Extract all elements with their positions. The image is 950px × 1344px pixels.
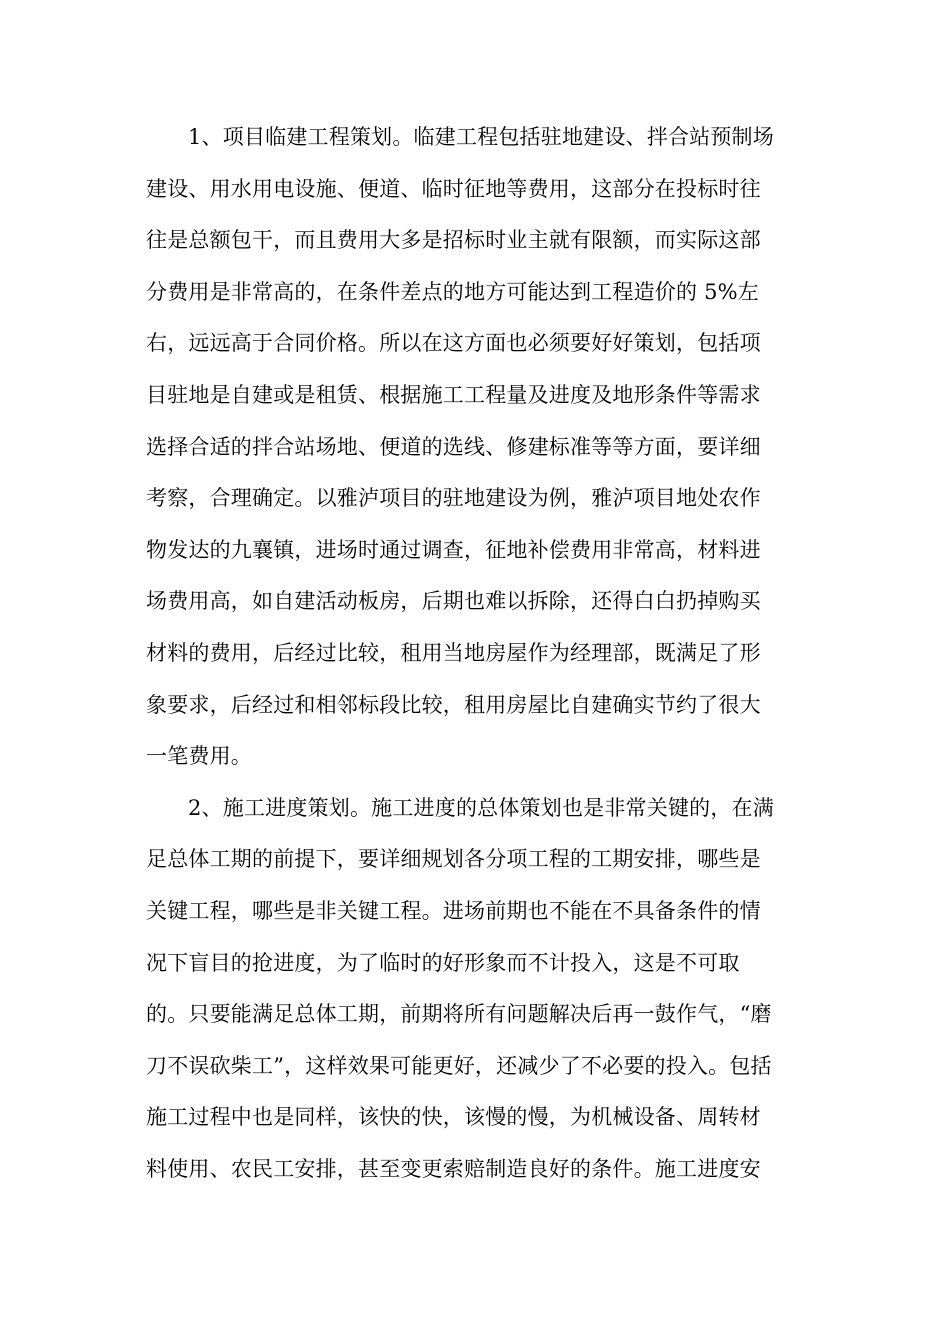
paragraph-2-line-5: 的。只要能满足总体工期，前期将所有问题解决后再一鼓作气，“磨 — [146, 1002, 772, 1027]
paragraph-2-line-2: 足总体工期的前提下，要详细规划各分项工程的工期安排，哪些是 — [146, 847, 761, 872]
paragraph-1-line-7: 选择合适的拌合站场地、便道的选线、修建标准等等方面，要详细 — [146, 434, 761, 459]
paragraph-1-line-4: 分费用是非常高的，在条件差点的地方可能达到工程造价的 5%左 — [146, 279, 759, 304]
paragraph-1-line-11: 材料的费用，后经过比较，租用当地房屋作为经理部，既满足了形 — [146, 640, 761, 665]
paragraph-1-line-5: 右，远远高于合同价格。所以在这方面也必须要好好策划，包括项 — [146, 331, 761, 356]
paragraph-2-line-3: 关键工程，哪些是非关键工程。进场前期也不能在不具备条件的情 — [146, 898, 761, 923]
paragraph-1-line-1: 1、项目临建工程策划。临建工程包括驻地建设、拌合站预制场 — [188, 125, 774, 149]
paragraph-1-line-2: 建设、用水用电设施、便道、临时征地等费用，这部分在投标时往 — [146, 176, 761, 201]
paragraph-2-line-1: 2、施工进度策划。施工进度的总体策划也是非常关键的，在满 — [188, 795, 774, 820]
paragraph-1-line-6: 目驻地是自建或是租赁、根据施工工程量及进度及地形条件等需求 — [146, 382, 761, 407]
paragraph-2-line-7: 施工过程中也是同样，该快的快，该慢的慢，为机械设备、周转材 — [146, 1105, 761, 1130]
paragraph-1-line-12: 象要求，后经过和相邻标段比较，租用房屋比自建确实节约了很大 — [146, 692, 761, 717]
paragraph-1-line-13: 一笔费用。 — [146, 744, 252, 769]
paragraph-2-line-8: 料使用、农民工安排，甚至变更索赔制造良好的条件。施工进度安 — [146, 1156, 761, 1181]
paragraph-1-line-9: 物发达的九襄镇，进场时通过调查，征地补偿费用非常高，材料进 — [146, 537, 761, 562]
paragraph-1-line-3: 往是总额包干，而且费用大多是招标时业主就有限额，而实际这部 — [146, 228, 761, 253]
paragraph-2-line-4: 况下盲目的抢进度，为了临时的好形象而不计投入，这是不可取 — [146, 950, 740, 975]
paragraph-1-line-10: 场费用高，如自建活动板房，后期也难以拆除，还得白白扔掉购买 — [146, 589, 761, 614]
paragraph-2-line-6: 刀不误砍柴工”，这样效果可能更好，还减少了不必要的投入。包括 — [146, 1053, 772, 1078]
paragraph-1-line-8: 考察，合理确定。以雅泸项目的驻地建设为例，雅泸项目地处农作 — [146, 486, 761, 511]
document-body — [146, 116, 806, 1199]
